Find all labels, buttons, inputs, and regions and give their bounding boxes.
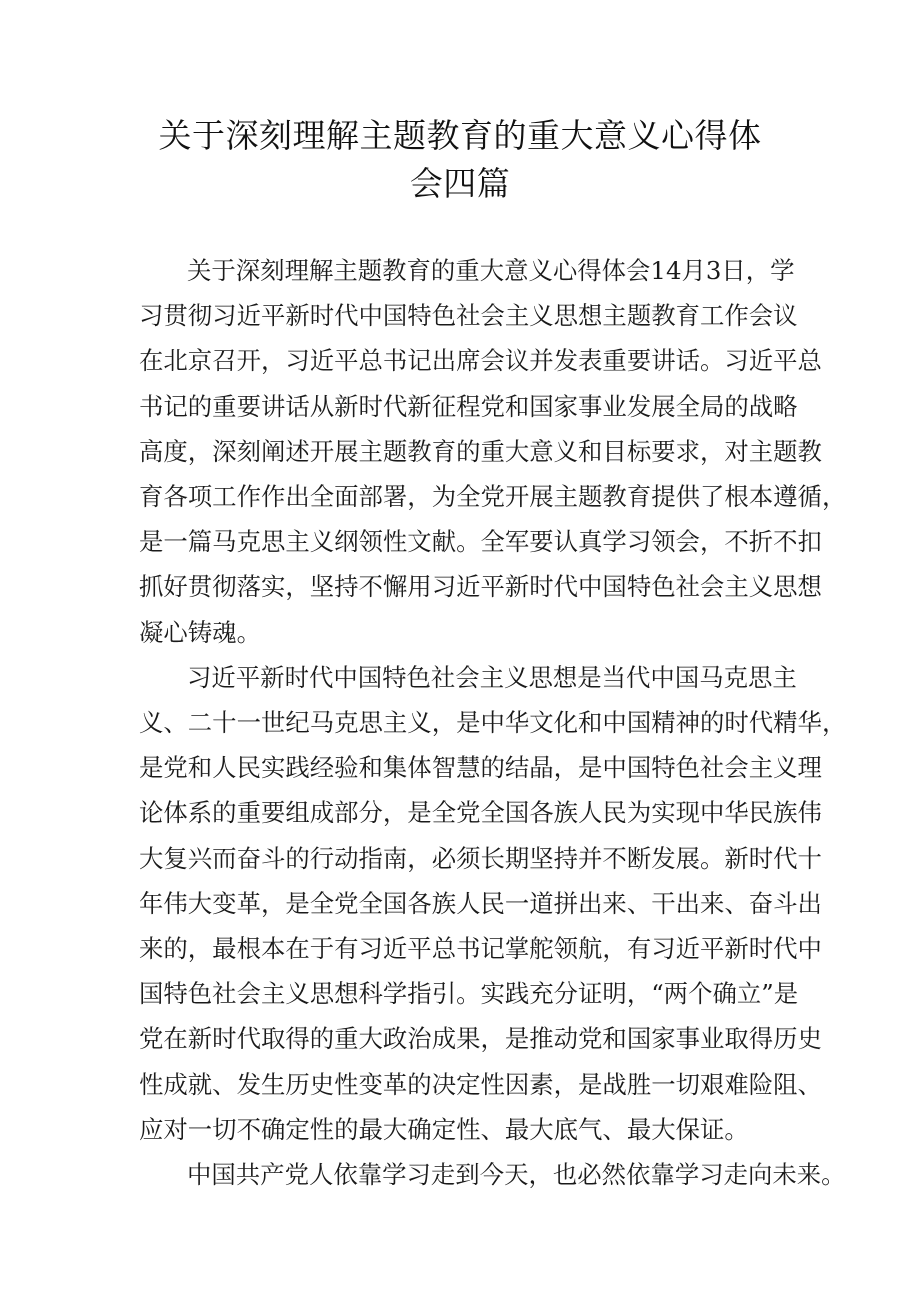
title-line: 会四篇 [409, 164, 511, 203]
paragraph-line: 年伟大变革，是全党全国各族人民一道拼出来、干出来、奋斗出 [139, 888, 822, 918]
paragraph-line: 关于深刻理解主题教育的重大意义心得体会14月3日，学 [187, 256, 795, 285]
paragraph-line: 习近平新时代中国特色社会主义思想是当代中国马克思主 [187, 662, 797, 692]
paragraph-line: 来的，最根本在于有习近平总书记掌舵领航，有习近平新时代中 [139, 934, 822, 964]
paragraph-line: 是一篇马克思主义纲领性文献。全军要认真学习领会，不折不扣 [139, 527, 822, 557]
paragraph-line: 育各项工作作出全面部署，为全党开展主题教育提供了根本遵循， [139, 482, 847, 512]
title-line: 关于深刻理解主题教育的重大意义心得体 [158, 116, 762, 155]
paragraph-line: 是党和人民实践经验和集体智慧的结晶，是中国特色社会主义理 [139, 753, 822, 783]
paragraph-line: 国特色社会主义思想科学指引。实践充分证明，“两个确立”是 [139, 979, 799, 1009]
paragraph-line: 大复兴而奋斗的行动指南，必须长期坚持并不断发展。新时代十 [139, 843, 822, 873]
paragraph-line: 性成就、发生历史性变革的决定性因素，是战胜一切艰难险阻、 [139, 1069, 822, 1099]
paragraph-line: 高度，深刻阐述开展主题教育的重大意义和目标要求，对主题教 [139, 436, 822, 466]
paragraph [139, 1152, 846, 1197]
paragraph-line: 党在新时代取得的重大政治成果，是推动党和国家事业取得历史 [139, 1024, 822, 1054]
paragraph-line: 中国共产党人依靠学习走到今天，也必然依靠学习走向未来。 [187, 1160, 846, 1190]
document-body [139, 248, 847, 1197]
paragraph-line: 论体系的重要组成部分，是全党全国各族人民为实现中华民族伟 [139, 798, 822, 828]
paragraph [139, 655, 847, 1152]
paragraph [139, 248, 847, 655]
paragraph-line: 义、二十一世纪马克思主义，是中华文化和中国精神的时代精华， [139, 708, 847, 738]
paragraph-line: 习贯彻习近平新时代中国特色社会主义思想主题教育工作会议 [139, 301, 798, 331]
paragraph-line: 书记的重要讲话从新时代新征程党和国家事业发展全局的战略 [139, 391, 798, 421]
paragraph-line: 应对一切不确定性的最大确定性、最大底气、最大保证。 [139, 1114, 749, 1144]
paragraph-line: 抓好贯彻落实，坚持不懈用习近平新时代中国特色社会主义思想 [139, 572, 822, 602]
paragraph-line: 凝心铸魂。 [139, 617, 261, 647]
document-title [140, 112, 780, 208]
paragraph-line: 在北京召开，习近平总书记出席会议并发表重要讲话。习近平总 [139, 346, 822, 376]
